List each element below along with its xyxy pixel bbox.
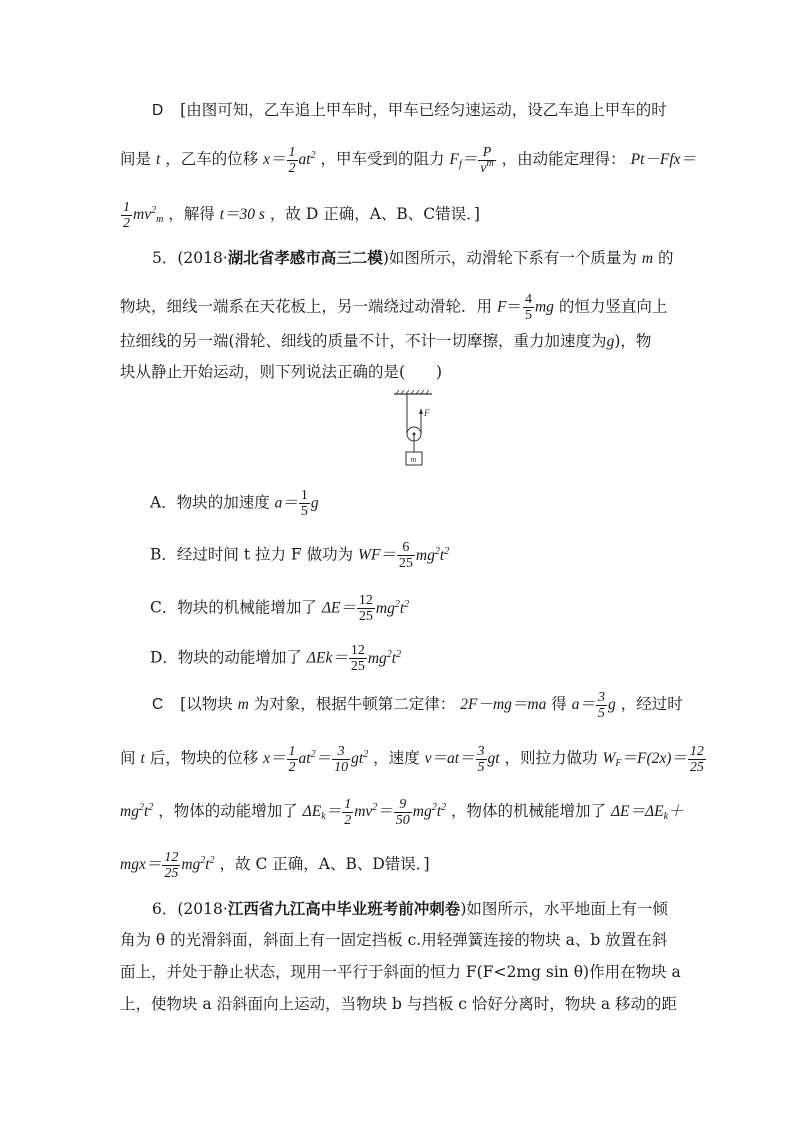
q5-line1: 5．(2018·湖北省孝感市高三二模)如图所示，动滑轮下系有一个质量为 m 的 <box>152 248 674 267</box>
resistance-formula: $F_f=$ $\frac{P}{v^m}$ <box>449 145 494 176</box>
q5-answer-line3: $mg^2t^2$ ，物体的动能增加了 $\Delta E_k=$ $\frac{1}{2}$ $mv^2=$ $\frac{9}{50}$ $mg^2t^2$ ，物体的机械能增加了 $\Delta E=\Delta E_k+$ <box>120 797 684 828</box>
mass-label: m <box>410 455 417 464</box>
q6-line2: 角为 θ 的光滑斜面，斜面上有一固定挡板 c.用轻弹簧连接的物块 a、b 放置在斜 <box>120 931 668 949</box>
q5-answer-line2: 间 t 后，物块的位移 x＝ $\frac{1}{2}$ $at^2=$ $\frac{3}{10}$ $gt^2$ ，速度 v＝at＝ $\frac{3}{5}$ gt ，则拉力做功 $W_F=F(2x)=$ $\frac{12}{25}$ <box>120 744 704 775</box>
q5-answer-line4: mgx＝ $\frac{12}{25}$ $mg^2t^2$ ，故 C 正确，A、B、D错误．] <box>120 850 430 881</box>
q5-option-c: C．物块的机械能增加了 ΔE＝ $\frac{12}{25}$ $mg^2t^2$ <box>150 593 410 624</box>
q6-line1: 6．(2018·江西省九江高中毕业班考前冲刺卷)如图所示，水平地面上有一倾 <box>152 899 668 918</box>
question-source: 江西省九江高中毕业班考前冲刺卷 <box>227 899 461 918</box>
q5-option-b: B．经过时间 t 拉力 F 做功为 WF＝ $\frac{6}{25}$ $mg^2t^2$ <box>150 540 450 571</box>
q4-answer-line3: $\frac{1}{2}$ $mv^2_m$ ，解得 t＝30 s ，故 D 正确，A、B、C错误．] <box>120 200 480 231</box>
pulley-figure <box>392 390 442 472</box>
answer-letter: D <box>152 102 164 119</box>
answer-letter: C <box>152 696 164 714</box>
force-label: F <box>424 408 430 418</box>
q6-line3: 面上，并处于静止状态，现用一平行于斜面的恒力 F(F<2mg sin θ)作用在物块 a <box>120 963 681 981</box>
q6-line4: 上，使物块 a 沿斜面向上运动，当物块 b 与挡板 c 恰好分离时，物块 a 移动的距 <box>120 995 678 1013</box>
displacement-formula: x＝ $\frac{1}{2}$ $at^2$ <box>263 145 316 176</box>
q4-answer-line2: 间是 t ，乙车的位移 x＝ $\frac{1}{2}$ $at^2$ ，甲车受到的阻力 $F_f=$ $\frac{P}{v^m}$ ，由动能定理得： Pt－Ffx＝ <box>120 145 697 176</box>
q5-line2: 物块，细线一端系在天花板上，另一端绕过动滑轮．用 F＝ $\frac{4}{5}$ mg 的恒力竖直向上 <box>120 292 668 323</box>
question-source: 湖北省孝感市高三二模 <box>227 248 383 267</box>
q5-line3: 拉细线的另一端(滑轮、细线的质量不计，不计一切摩擦，重力加速度为g)，物 <box>120 332 652 350</box>
q5-option-d: D．物块的动能增加了 ΔEk＝ $\frac{12}{25}$ $mg^2t^2$ <box>150 643 402 674</box>
question-number: 5． <box>152 249 178 267</box>
question-number: 6． <box>152 900 178 918</box>
q4-answer-line1 <box>152 100 667 121</box>
q5-option-a: A．物块的加速度 a＝ $\frac{1}{5}$ g <box>150 488 319 519</box>
q5-line4: 块从静止开始运动，则下列说法正确的是( ) <box>120 363 443 381</box>
kinetic-energy-formula: $\frac{1}{2}$ $mv^2_m$ <box>123 200 164 231</box>
answer-text: [由图可知，乙车追上甲车时，甲车已经匀速运动，设乙车追上甲车的时 <box>180 101 667 119</box>
q5-answer-line1: C [以物块 m 为对象，根据牛顿第二定律： 2F－mg＝ma 得 a＝ $\frac{3}{5}$ g ，经过时 <box>152 690 683 721</box>
